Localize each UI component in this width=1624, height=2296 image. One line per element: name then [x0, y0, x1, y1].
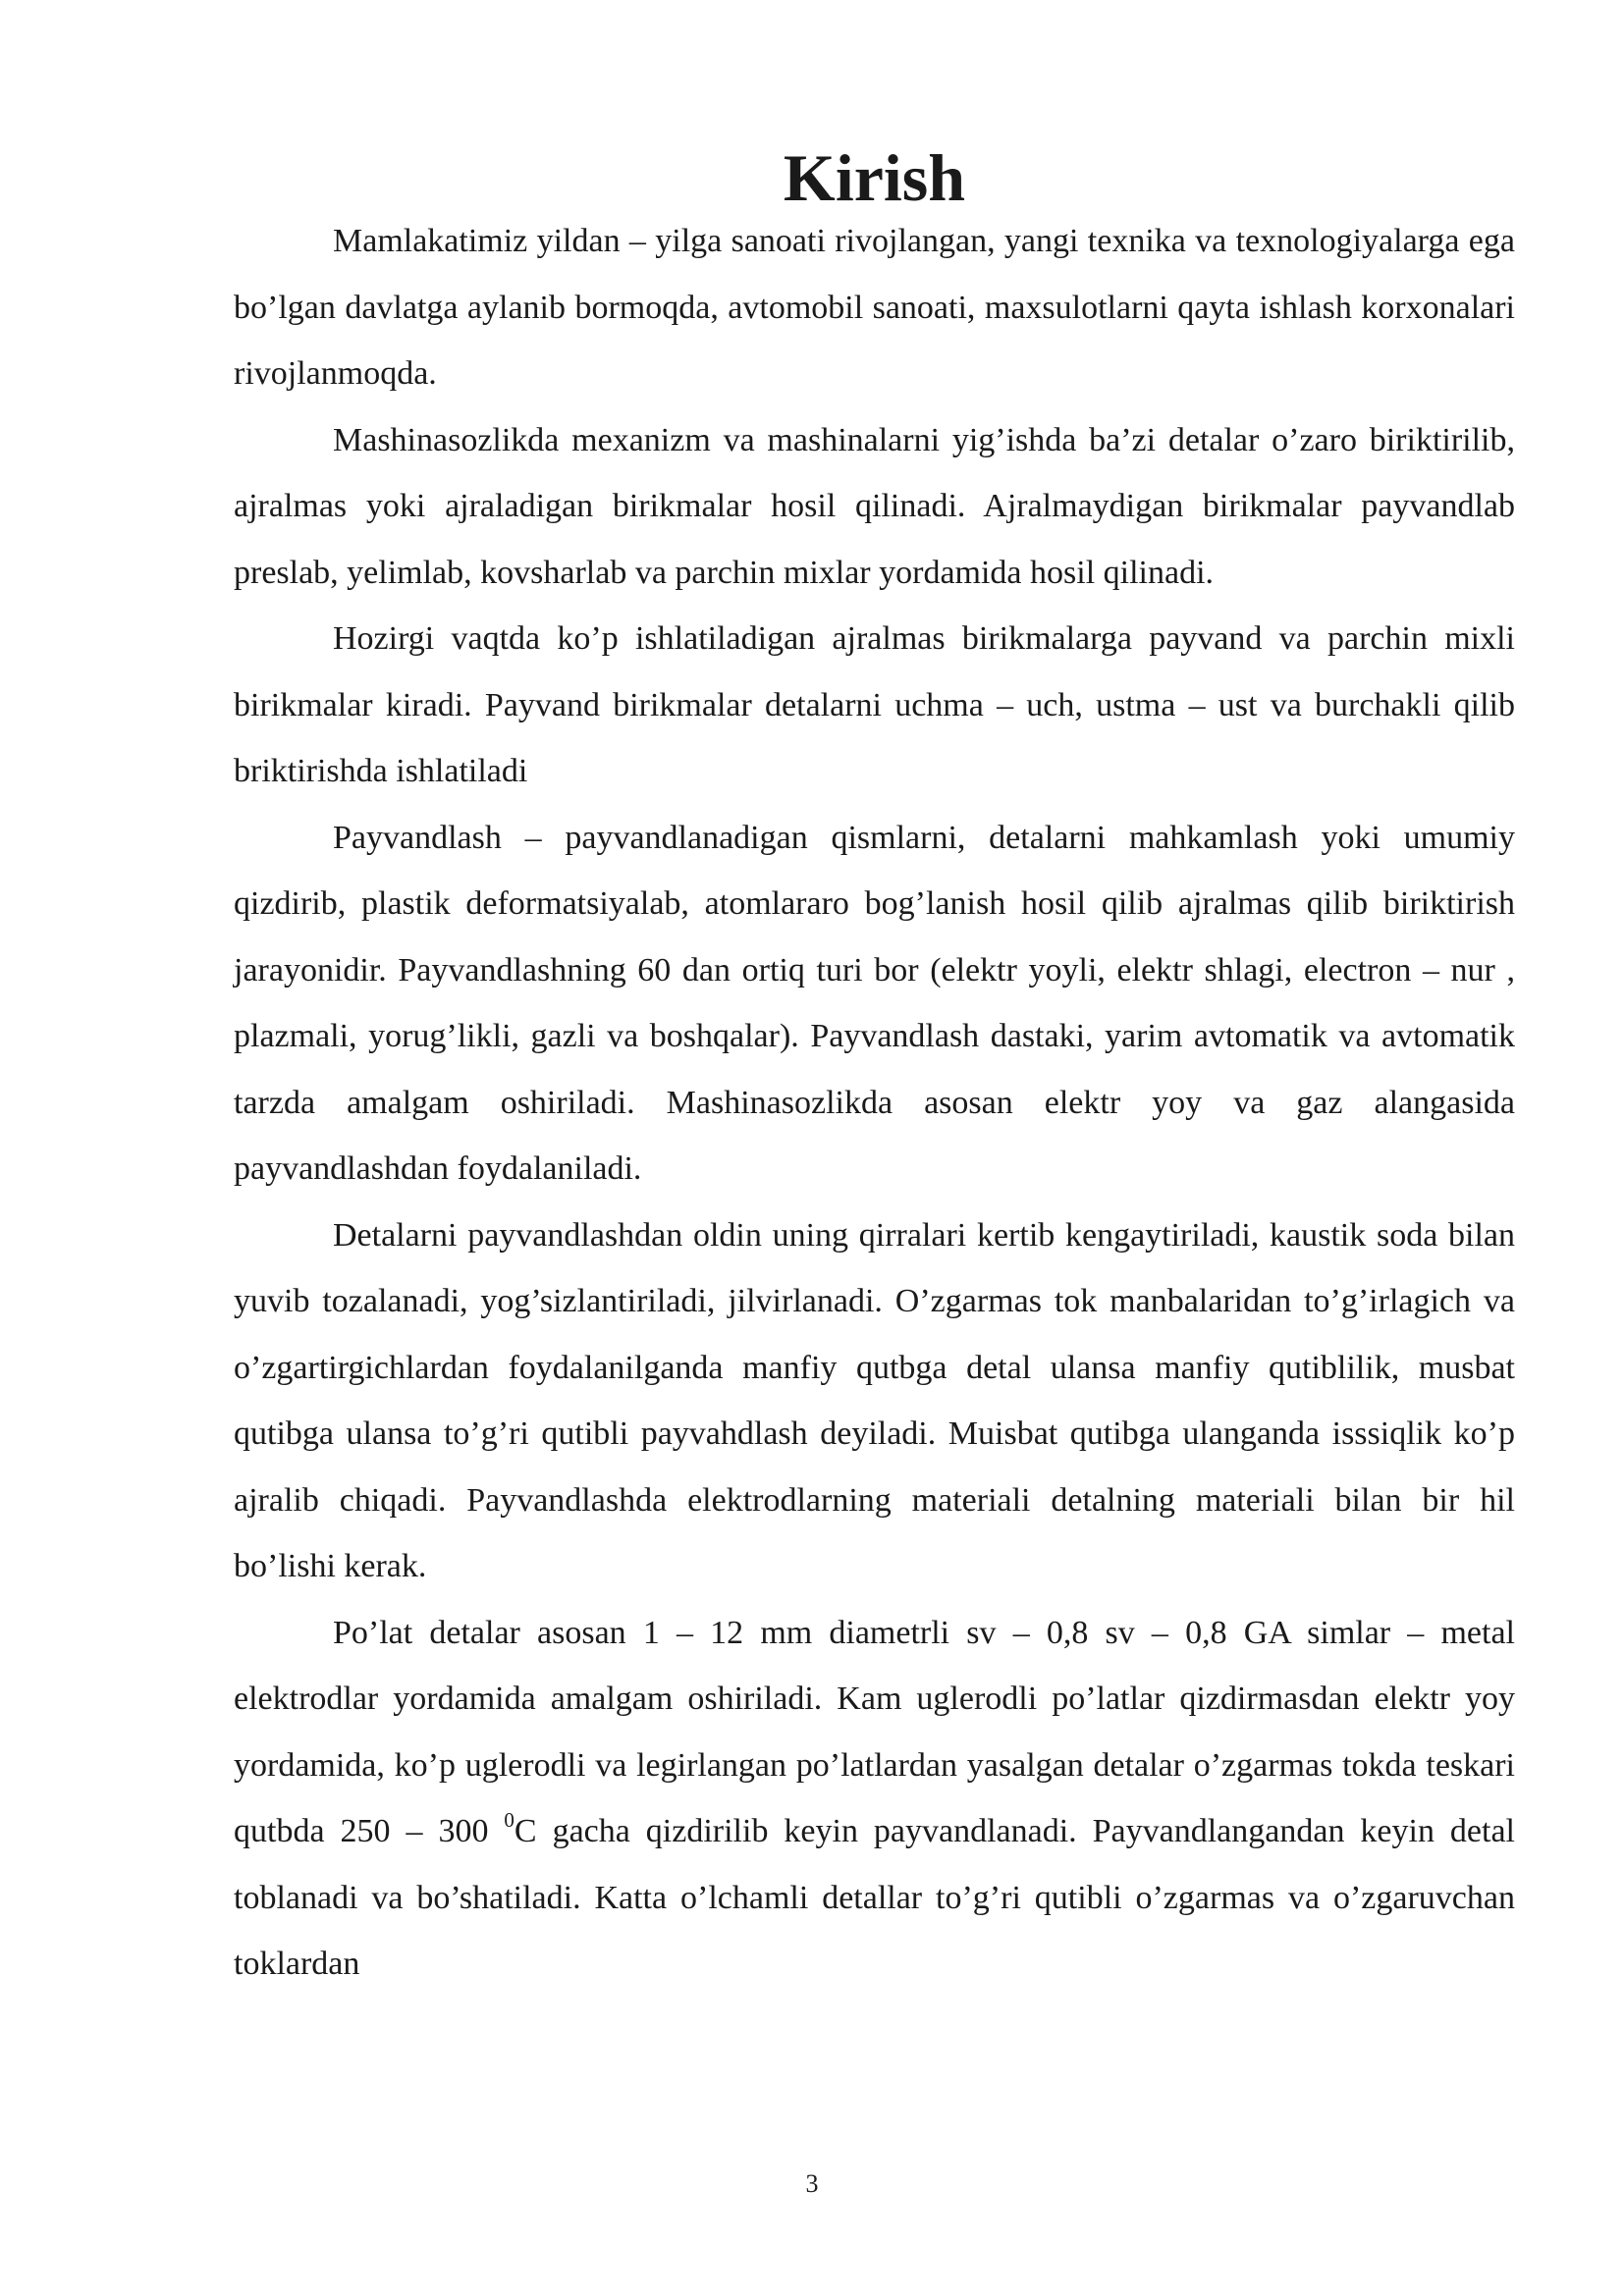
paragraph-machine-building: Mashinasozlikda mexanizm va mashinalarni yig’ishda ba’zi detalar o’zaro biriktirilib, ajralmas yoki ajraladigan birikmalar hosil qilinadi. Ajralmaydigan birikmalar payvandlab preslab, yelimlab, kovsharlab va parchin mixlar yordamida hosil qilinadi.	[234, 421, 1515, 591]
page-number: 3	[805, 2169, 819, 2198]
paragraph-steel-parts	[234, 1600, 1515, 1998]
paragraph-welding-preparation: Detalarni payvandlashdan oldin uning qirralari kertib kengaytiriladi, kaustik soda bilan yuvib tozalanadi, yog’sizlantiriladi, jilvirlanadi. O’zgarmas tok manbalaridan to’g’irlagich va o’zgartirgichlardan foydalanilganda manfiy qutbga detal ulansa manfiy qutiblilik, musbat qutibga ulansa to’g’ri qutibli payvahdlash deyiladi. Muisbat qutibga ulanganda isssiqlik ko’p ajralib chiqadi. Payvandlashda elektrodlarning materiali detalning materiali bilan bir hil bo’lishi kerak.	[234, 1216, 1515, 1584]
paragraph-permanent-joints: Hozirgi vaqtda ko’p ishlatiladigan ajralmas birikmalarga payvand va parchin mixli birikmalar kiradi. Payvand birikmalar detalarni uchma – uch, ustma – ust va burchakli qilib briktirishda ishlatiladi	[234, 620, 1515, 789]
paragraph-steel-parts-text-2: C gacha qizdirilib keyin payvandlanadi. Payvandlangandan keyin detal toblanadi va bo’shatiladi. Katta o’lchamli detallar to’g’ri qutibli o’zgarmas va o’zgaruvchan toklardan	[234, 1813, 1516, 1982]
paragraph-welding-definition: Payvandlash – payvandlanadigan qismlarni, detalarni mahkamlash yoki umumiy qizdirib, plastik deformatsiyalab, atomlararo bog’lanish hosil qilib ajralmas qilib biriktirish jarayonidir. Payvandlashning 60 dan ortiq turi bor (elektr yoyli, elektr shlagi, electron – nur , plazmali, yorug’likli, gazli va boshqalar). Payvandlash dastaki, yarim avtomatik va avtomatik tarzda amalgam oshiriladi. Mashinasozlikda asosan elektr yoy va gaz alangasida payvandlashdan foydalaniladi.	[234, 819, 1515, 1187]
paragraph-intro: Mamlakatimiz yildan – yilga sanoati rivojlangan, yangi texnika va texnologiyalarga ega bo’lgan davlatga aylanib bormoqda, avtomobil sanoati, maxsulotlarni qayta ishlash korxonalari rivojlanmoqda.	[234, 223, 1515, 392]
paragraph-steel-parts-text-1: Po’lat detalar asosan 1 – 12 mm diametrli sv – 0,8 sv – 0,8 GA simlar – metal elektrodlar yordamida amalgam oshiriladi. Kam uglerodli po’latlar qizdirmasdan elektr yoy yordamida, ko’p uglerodli va legirlangan po’latlardan yasalgan detalar o’zgarmas tokda teskari qutbda 250 – 300	[234, 1614, 1515, 1849]
page-content	[234, 140, 1516, 1998]
degree-superscript: 0	[504, 1807, 514, 1832]
page-title: Kirish	[783, 140, 966, 215]
